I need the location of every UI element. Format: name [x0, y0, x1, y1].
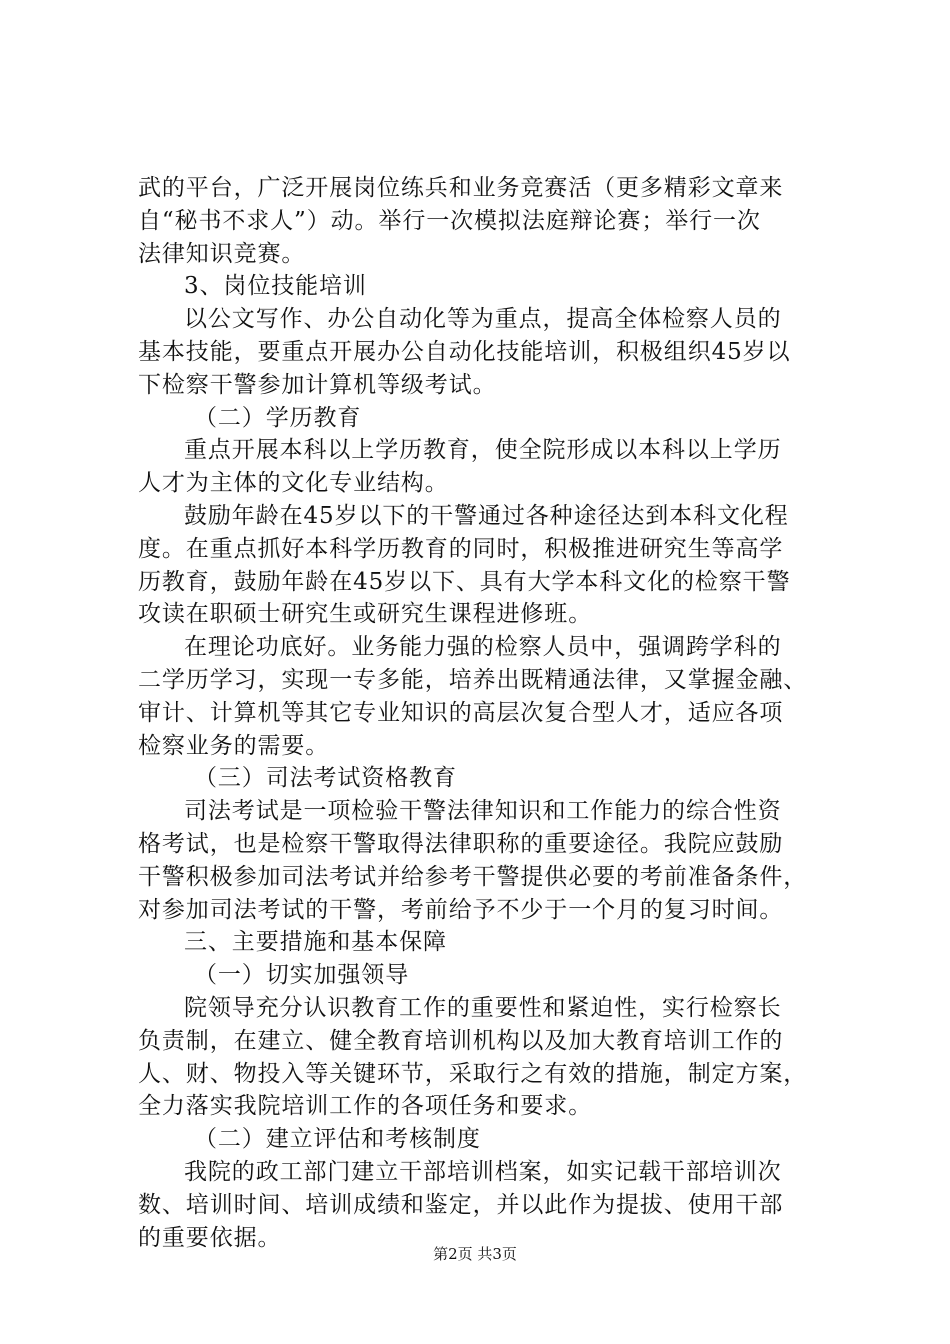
section-heading: （一）切实加强领导	[194, 962, 410, 989]
page-number-footer: 第2页 共3页	[433, 1245, 517, 1263]
section-heading: 三、主要措施和基本保障	[184, 929, 447, 956]
text-line: 院领导充分认识教育工作的重要性和紧迫性，实行检察长	[184, 994, 782, 1021]
text-line: 重点开展本科以上学历教育，使全院形成以本科以上学历	[184, 437, 782, 464]
text-line: 法律知识竞赛。	[138, 240, 306, 267]
text-line: 我院的政工部门建立干部培训档案，如实记载干部培训次	[184, 1158, 782, 1185]
section-heading: （二）建立评估和考核制度	[194, 1126, 481, 1153]
text-line: 武的平台，广泛开展岗位练兵和业务竞赛活（更多精彩文章来	[138, 175, 784, 201]
text-line: 二学历学习，实现一专多能，培养出既精通法律，又掌握金融、	[138, 666, 808, 693]
text-line: 人、财、物投入等关键环节，采取行之有效的措施，制定方案，	[138, 1060, 808, 1087]
text-line: 格考试，也是检察干警取得法律职称的重要途径。我院应鼓励	[138, 830, 784, 857]
text-line: 历教育，鼓励年龄在45岁以下、具有大学本科文化的检察干警	[138, 568, 791, 595]
text-line: 干警积极参加司法考试并给参考干警提供必要的考前准备条件，	[138, 863, 808, 890]
text-line: 检察业务的需要。	[138, 732, 330, 759]
text-line: 人才为主体的文化专业结构。	[138, 470, 449, 497]
text-line: 基本技能，要重点开展办公自动化技能培训，积极组织45岁以	[138, 338, 791, 365]
text-line: 以公文写作、办公自动化等为重点，提高全体检察人员的	[184, 306, 782, 333]
section-heading: 3、岗位技能培训	[184, 273, 367, 300]
text-line: 的重要依据。	[138, 1224, 282, 1251]
text-line: 全力落实我院培训工作的各项任务和要求。	[138, 1093, 593, 1120]
text-line: 对参加司法考试的干警，考前给予不少于一个月的复习时间。	[138, 896, 784, 923]
text-line: 负责制，在建立、健全教育培训机构以及加大教育培训工作的	[138, 1027, 784, 1054]
document-body	[138, 172, 822, 1254]
text-line: 自“秘书不求人”）动。举行一次模拟法庭辩论赛；举行一次	[138, 207, 761, 234]
text-line: 司法考试是一项检验干警法律知识和工作能力的综合性资	[184, 798, 782, 825]
text-line: 攻读在职硕士研究生或研究生课程进修班。	[138, 601, 593, 628]
text-line: 数、培训时间、培训成绩和鉴定，并以此作为提拔、使用干部	[138, 1191, 784, 1218]
text-line: 度。在重点抓好本科学历教育的同时，积极推进研究生等高学	[138, 535, 784, 562]
section-heading: （三）司法考试资格教育	[194, 765, 457, 792]
section-heading: （二）学历教育	[194, 404, 362, 431]
text-line: 鼓励年龄在45岁以下的干警通过各种途径达到本科文化程	[184, 502, 789, 529]
text-line: 在理论功底好。业务能力强的检察人员中，强调跨学科的	[184, 634, 782, 661]
text-line: 下检察干警参加计算机等级考试。	[138, 371, 497, 398]
text-line: 审计、计算机等其它专业知识的高层次复合型人才，适应各项	[138, 699, 784, 726]
